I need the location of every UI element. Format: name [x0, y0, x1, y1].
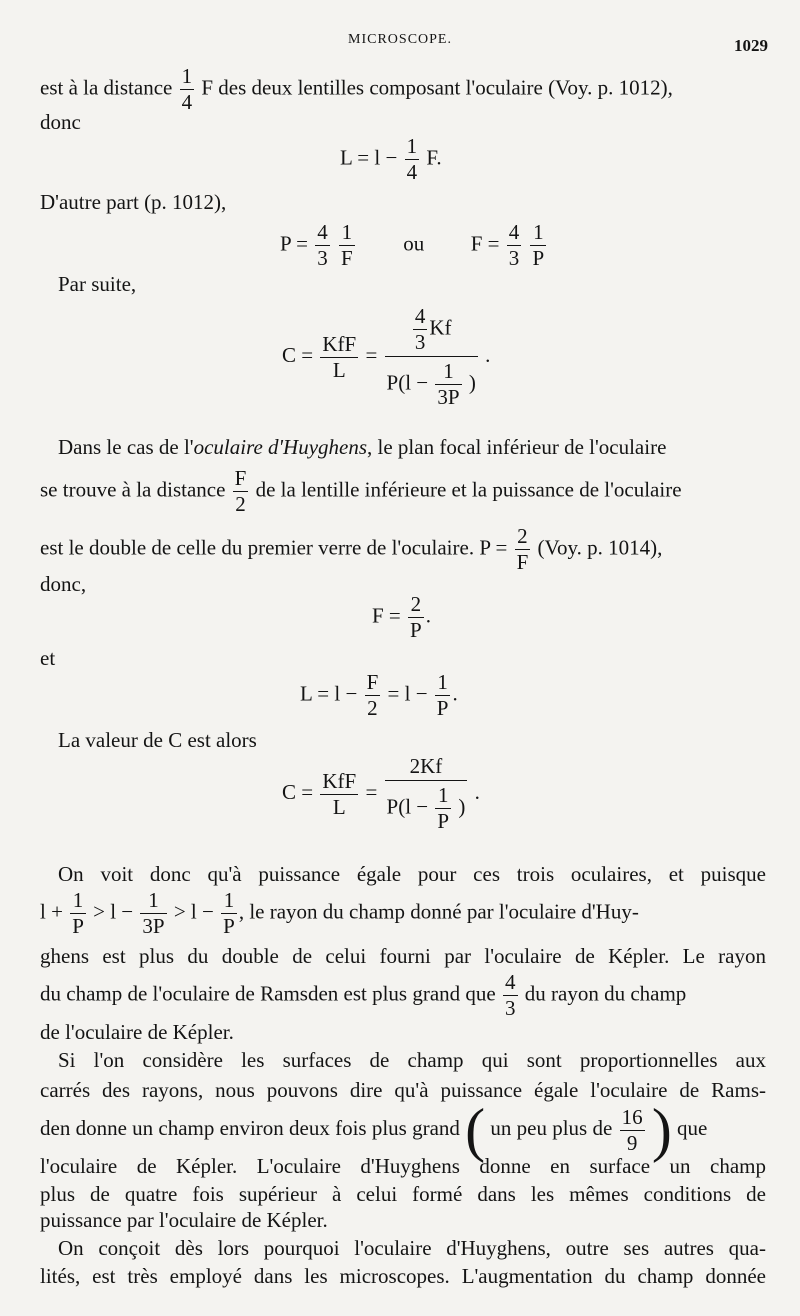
emphasis: oculaire d'Huyghens	[193, 435, 368, 459]
text-line-et: et	[40, 646, 56, 670]
fraction-one-over-P: $\frac{1}{P}$	[437, 783, 450, 833]
running-header: MICROSCOPE.	[348, 32, 452, 47]
open-paren: (	[465, 1097, 486, 1163]
fraction-large: $\frac{4}{3}$ Kf P(l − $\frac{1}{3P}$ )	[386, 304, 476, 409]
text-line-par-suite: Par suite,	[58, 272, 137, 296]
text: est à la distance	[40, 75, 173, 100]
fraction-one-over-F: $\frac{1}{F}$	[341, 220, 353, 270]
paragraph-line: On voit donc qu'à puissance égale pour ces trois oculaires, et puisque	[58, 862, 766, 886]
fraction-KfF-over-L: KfF L	[322, 768, 357, 819]
page-number: 1029	[734, 36, 768, 55]
paragraph-line: carrés des rayons, nous pouvons dire qu'à puissance égale l'oculaire de Rams-	[40, 1078, 766, 1102]
paragraph-line: lités, est très employé dans les microscopes. L'augmentation du champ donnée	[40, 1264, 766, 1288]
text-line-dautre-part: D'autre part (p. 1012),	[40, 190, 227, 214]
paragraph-line: ghens est plus du double de celui fourni par l'oculaire de Képler. Le rayon	[40, 944, 766, 968]
equation-2: P = $\frac{4}{3}$ $\frac{1}{F}$ ou F = $\frac{4}{3}$ $\frac{1}{P}$	[280, 220, 545, 270]
text-line-donc-2: donc,	[40, 572, 87, 596]
paragraph-line: du champ de l'oculaire de Ramsden est plus grand que $\frac{4}{3}$ du rayon du champ	[40, 970, 687, 1020]
fraction-F-over-2: $\frac{F}{2}$	[366, 670, 379, 720]
fraction-16-over-9: $\frac{16}{9}$	[621, 1104, 643, 1155]
text-line-distance: se trouve à la distance $\frac{F}{2}$ de la lentille inférieure et la puissance de l'oculaire	[40, 466, 682, 516]
paragraph-line: On conçoit dès lors pourquoi l'oculaire d'Huyghens, outre ses autres qua-	[58, 1236, 766, 1260]
text-line-donc: donc	[40, 110, 81, 134]
equation-6: C = KfF L = 2Kf P(l − $\frac{1}{P}$ ) .	[282, 754, 480, 833]
fraction-four-thirds: $\frac{4}{3}$	[317, 220, 328, 270]
fraction-2-over-P: $\frac{2}{P}$	[410, 592, 422, 642]
paragraph-line: l'oculaire de Képler. L'oculaire d'Huyghens donne en surface un champ	[40, 1154, 766, 1178]
fraction-one-quarter: $\frac{1}{4}$	[181, 64, 193, 114]
fraction-four-thirds: $\frac{4}{3}$	[505, 970, 516, 1020]
text-line-huyghens: Dans le cas de l'oculaire d'Huyghens, le plan focal inférieur de l'oculaire	[58, 435, 667, 459]
text-line-1	[40, 66, 673, 113]
fraction-one-over-P: $\frac{1}{P}$	[223, 888, 235, 938]
fraction-large: 2Kf P(l − $\frac{1}{P}$ )	[386, 754, 466, 833]
paragraph-line: den donne un champ environ deux fois plus grand ( un peu plus de $\frac{16}{9}$ ) que	[40, 1097, 708, 1163]
fraction-KfF-over-L: KfF L	[322, 331, 357, 382]
fraction-one-over-3P: $\frac{1}{3P}$	[142, 888, 165, 938]
close-paren: )	[651, 1097, 672, 1163]
text-line-valeur: La valeur de C est alors	[58, 728, 257, 752]
equation-1: L = l − $\frac{1}{4}$ F.	[340, 134, 442, 184]
fraction-one-quarter: $\frac{1}{4}$	[406, 134, 418, 184]
fraction-four-thirds: $\frac{4}{3}$	[508, 220, 520, 270]
fraction-one-over-P: $\frac{1}{P}$	[436, 670, 449, 720]
paragraph-line: plus de quatre fois supérieur à celui formé dans les mêmes conditions de	[40, 1182, 766, 1206]
inequality-line: l + $\frac{1}{P}$ > l − $\frac{1}{3P}$ > l − $\frac{1}{P}$ , le rayon du champ donné par l'oculaire d'Huy-	[40, 888, 639, 938]
fraction-2-over-F: $\frac{2}{F}$	[516, 524, 529, 574]
equation-4: F = $\frac{2}{P}$ .	[372, 592, 431, 642]
fraction-one-over-P: $\frac{1}{P}$	[532, 220, 545, 270]
fraction-one-over-3P: $\frac{1}{3P}$	[437, 359, 460, 409]
equation-5: L = l − $\frac{F}{2}$ = l − $\frac{1}{P}$ .	[300, 670, 458, 720]
text-line-double: est le double de celle du premier verre de l'oculaire. P = $\frac{2}{F}$ (Voy. p. 1014),	[40, 524, 663, 574]
fraction-F-over-2: $\frac{F}{2}$	[234, 466, 247, 516]
paragraph-line: de l'oculaire de Képler.	[40, 1020, 234, 1044]
equation-3: C = KfF L = $\frac{4}{3}$ Kf P(l − $\frac{1}{3P}$ ) .	[282, 304, 491, 409]
text: F des deux lentilles composant l'oculaire (Voy. p. 1012),	[201, 75, 673, 100]
fraction-one-over-P: $\frac{1}{P}$	[72, 888, 84, 938]
fraction-four-thirds: $\frac{4}{3}$	[414, 304, 426, 354]
paragraph-line: Si l'on considère les surfaces de champ qui sont proportionnelles aux	[58, 1048, 766, 1072]
paragraph-line: puissance par l'oculaire de Képler.	[40, 1208, 328, 1232]
